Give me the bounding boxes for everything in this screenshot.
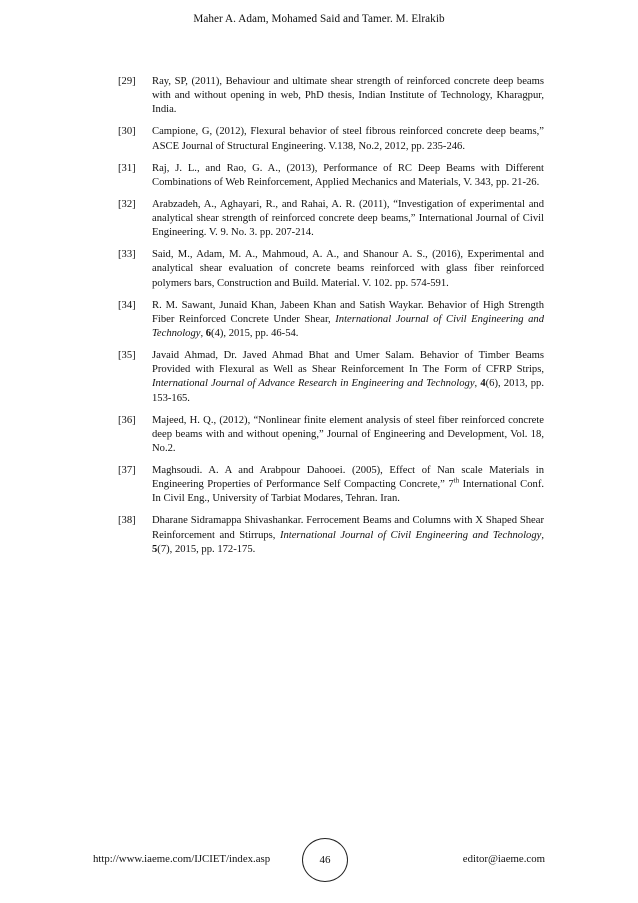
page-number: 46 [319, 854, 331, 866]
page-number-badge [302, 838, 348, 882]
reference-number: [29] [118, 76, 136, 87]
reference-text: R. M. Sawant, Junaid Khan, Jabeen Khan and Satish Waykar. Behavior of High Strength Fiber Reinforced Concrete Under Shear, International Journal of Civil Engineering and Technology, 6(4), 2015, pp. 46-54. [152, 299, 544, 340]
reference-text: Arabzadeh, A., Aghayari, R., and Rahai, A. R. (2011), “Investigation of experimental and analytical shear strength of reinforced concrete deep beams,” International Journal of Civil Engineering. V. 9. No. 3. pp. 207-214. [152, 198, 544, 239]
reference-item [118, 75, 544, 118]
reference-item [118, 299, 544, 342]
reference-item [118, 198, 544, 241]
running-header: Maher A. Adam, Mohamed Said and Tamer. M. Elrakib [193, 13, 445, 25]
footer-url-link[interactable]: http://www.iaeme.com/IJCIET/index.asp [93, 853, 271, 865]
reference-number: [38] [118, 515, 136, 527]
reference-item [118, 414, 544, 457]
reference-number: [30] [118, 126, 136, 138]
reference-number: [33] [118, 249, 136, 261]
reference-text: Ray, SP, (2011), Behaviour and ultimate shear strength of reinforced concrete deep beams with and without opening in web, PhD thesis, Indian Institute of Technology, Kharagpur, India. [152, 76, 544, 116]
reference-number: [34] [118, 299, 136, 311]
reference-text: Dharane Sidramappa Shivashankar. Ferrocement Beams and Columns with X Shaped Shear Reinforcement and Stirrups, International Journal of Civil Engineering and Technology, 5(7), 2015, pp. 172-175. [152, 515, 544, 555]
reference-text: Campione, G, (2012), Flexural behavior of steel fibrous reinforced concrete deep beams,” ASCE Journal of Structural Engineering. V.138, No.2, 2012, pp. 235-246. [152, 126, 544, 152]
reference-number: [32] [118, 198, 136, 210]
page-footer [93, 838, 545, 880]
footer-email-link[interactable]: editor@iaeme.com [462, 853, 545, 865]
reference-list [118, 75, 544, 565]
reference-item [118, 125, 544, 153]
reference-text: Raj, J. L., and Rao, G. A., (2013), Performance of RC Deep Beams with Different Combinations of Web Reinforcement, Applied Mechanics and Materials, V. 343, pp. 21-26. [152, 162, 544, 188]
reference-text: Majeed, H. Q., (2012), “Nonlinear finite element analysis of steel fiber reinforced concrete deep beams with and without opening,” Journal of Engineering and Development, Vol. 18, No.2. [152, 414, 544, 455]
reference-item [118, 349, 544, 406]
reference-item [118, 162, 544, 190]
reference-text: Maghsoudi. A. A and Arabpour Dahooei. (2005), Effect of Nan scale Materials in Engineering Properties of Performance Self Compacting Concrete,” 7th International Conf. In Civil Eng., University of Tarbiat Modares, Tehran. Iran. [152, 465, 544, 505]
reference-item [118, 464, 544, 507]
reference-item [118, 248, 544, 291]
reference-text: Said, M., Adam, M. A., Mahmoud, A. A., and Shanour A. S., (2016), Experimental and analytical shear evaluation of concrete beams reinforced with glass fiber reinforced polymers bars, Construction and Build. Material. V. 102. pp. 574-591. [152, 249, 544, 289]
reference-item [118, 514, 544, 557]
reference-number: [36] [118, 414, 136, 426]
reference-number: [31] [118, 162, 136, 174]
reference-number: [37] [118, 465, 136, 477]
reference-number: [35] [118, 350, 136, 362]
reference-text: Javaid Ahmad, Dr. Javed Ahmad Bhat and Umer Salam. Behavior of Timber Beams Provided with Flexural as Well as Shear Reinforcement In The Form of CFRP Strips, International Journal of Advance Research in Engineering and Technology, 4(6), 2013, pp. 153-165. [152, 350, 544, 404]
